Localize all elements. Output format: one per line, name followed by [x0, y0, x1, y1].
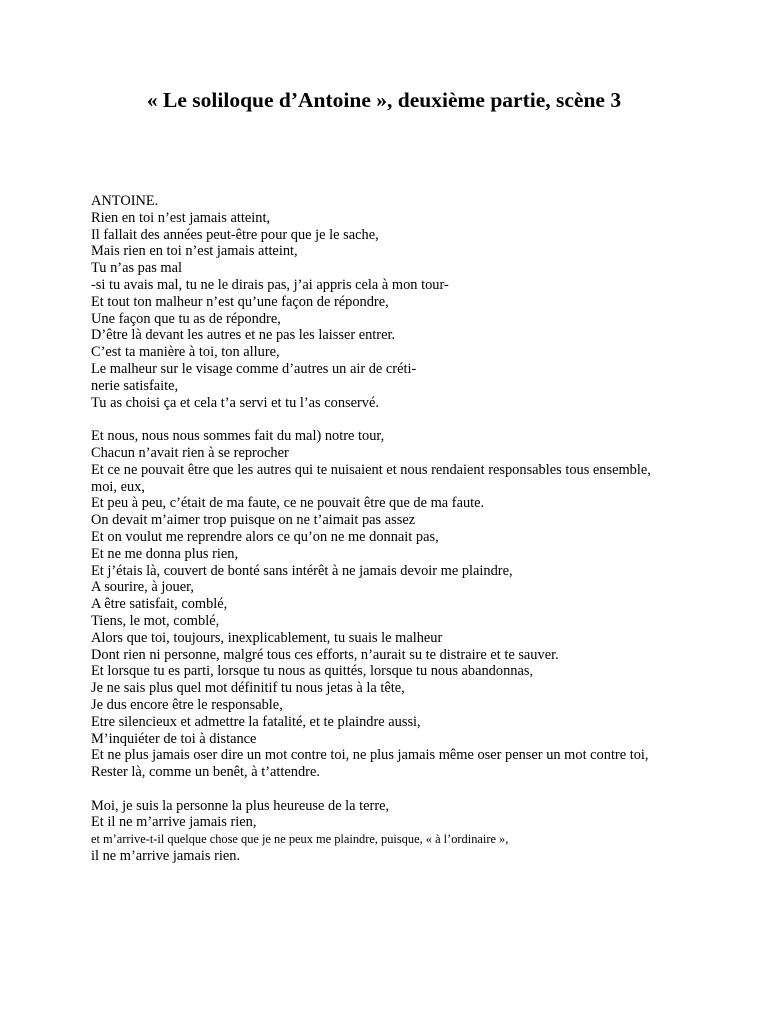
verse-line: -si tu avais mal, tu ne le dirais pas, j’ai appris cela à mon tour-	[91, 276, 449, 293]
page-title: « Le soliloque d’Antoine », deuxième partie, scène 3	[146, 88, 622, 112]
verse-line: Rien en toi n’est jamais atteint,	[91, 209, 271, 226]
verse-line: Et ce ne pouvait être que les autres qui te nuisaient et nous rendaient responsables tous ensemble,	[91, 461, 651, 478]
verse-line: D’être là devant les autres et ne pas les laisser entrer.	[91, 327, 396, 344]
verse-line: Moi, je suis la personne la plus heureuse de la terre,	[91, 797, 390, 814]
verse-line: Rester là, comme un benêt, à t’attendre.	[91, 764, 320, 781]
verse-line: Je ne sais plus quel mot définitif tu nous jetas à la tête,	[91, 680, 405, 697]
verse-line: Et ne me donna plus rien,	[91, 545, 239, 562]
verse-line: A être satisfait, comblé,	[91, 596, 228, 613]
verse-line: Et ne plus jamais oser dire un mot contre toi, ne plus jamais même oser penser un mot contre toi,	[91, 747, 649, 764]
verse-line: Et lorsque tu es parti, lorsque tu nous as quittés, lorsque tu nous abandonnas,	[91, 663, 534, 680]
verse-line: On devait m’aimer trop puisque on ne t’aimait pas assez	[91, 512, 416, 529]
verse-line: Mais rien en toi n’est jamais atteint,	[91, 243, 298, 260]
verse-line: il ne m’arrive jamais rien.	[91, 848, 241, 865]
speaker-name: ANTOINE.	[91, 193, 159, 209]
verse-line: Le malheur sur le visage comme d’autres un air de créti-	[91, 360, 417, 377]
verse-line: Chacun n’avait rien à se reprocher	[91, 444, 289, 461]
verse-line: Et tout ton malheur n’est qu’une façon de répondre,	[91, 293, 389, 310]
verse-line: Et il ne m’arrive jamais rien,	[91, 814, 257, 831]
verse-line: Et on voulut me reprendre alors ce qu’on ne me donnait pas,	[91, 528, 439, 545]
verse-line: Il fallait des années peut-être pour que je le sache,	[91, 226, 379, 243]
verse-line: Et j’étais là, couvert de bonté sans intérêt à ne jamais devoir me plaindre,	[91, 562, 513, 579]
verse-line: Tiens, le mot, comblé,	[91, 612, 220, 629]
verse-line: Dont rien ni personne, malgré tous ces efforts, n’aurait su te distraire et te sauver.	[91, 646, 559, 663]
verse-line: Je dus encore être le responsable,	[91, 696, 283, 713]
verse-line: moi, eux,	[91, 478, 145, 495]
stanza-2	[91, 428, 651, 781]
verse-line: Une façon que tu as de répondre,	[91, 310, 281, 327]
verse-line: Et nous, nous nous sommes fait du mal) notre tour,	[91, 428, 385, 445]
verse-line: Et peu à peu, c’était de ma faute, ce ne pouvait être que de ma faute.	[91, 495, 485, 512]
verse-line: Tu n’as pas mal	[91, 260, 183, 277]
verse-line: nerie satisfaite,	[91, 377, 179, 394]
verse-line: C’est ta manière à toi, ton allure,	[91, 344, 280, 361]
stanza-1	[91, 210, 651, 412]
verse-line: et m’arrive-t-il quelque chose que je ne peux me plaindre, puisque, « à l’ordinaire »,	[91, 832, 509, 847]
play-text	[91, 193, 651, 882]
stanza-3	[91, 798, 651, 865]
verse-line: Alors que toi, toujours, inexplicablement, tu suais le malheur	[91, 629, 443, 646]
verse-line: A sourire, à jouer,	[91, 579, 194, 596]
verse-line: Etre silencieux et admettre la fatalité, et te plaindre aussi,	[91, 713, 421, 730]
verse-line: Tu as choisi ça et cela t’a servi et tu l’as conservé.	[91, 394, 379, 411]
verse-line: M’inquiéter de toi à distance	[91, 730, 257, 747]
